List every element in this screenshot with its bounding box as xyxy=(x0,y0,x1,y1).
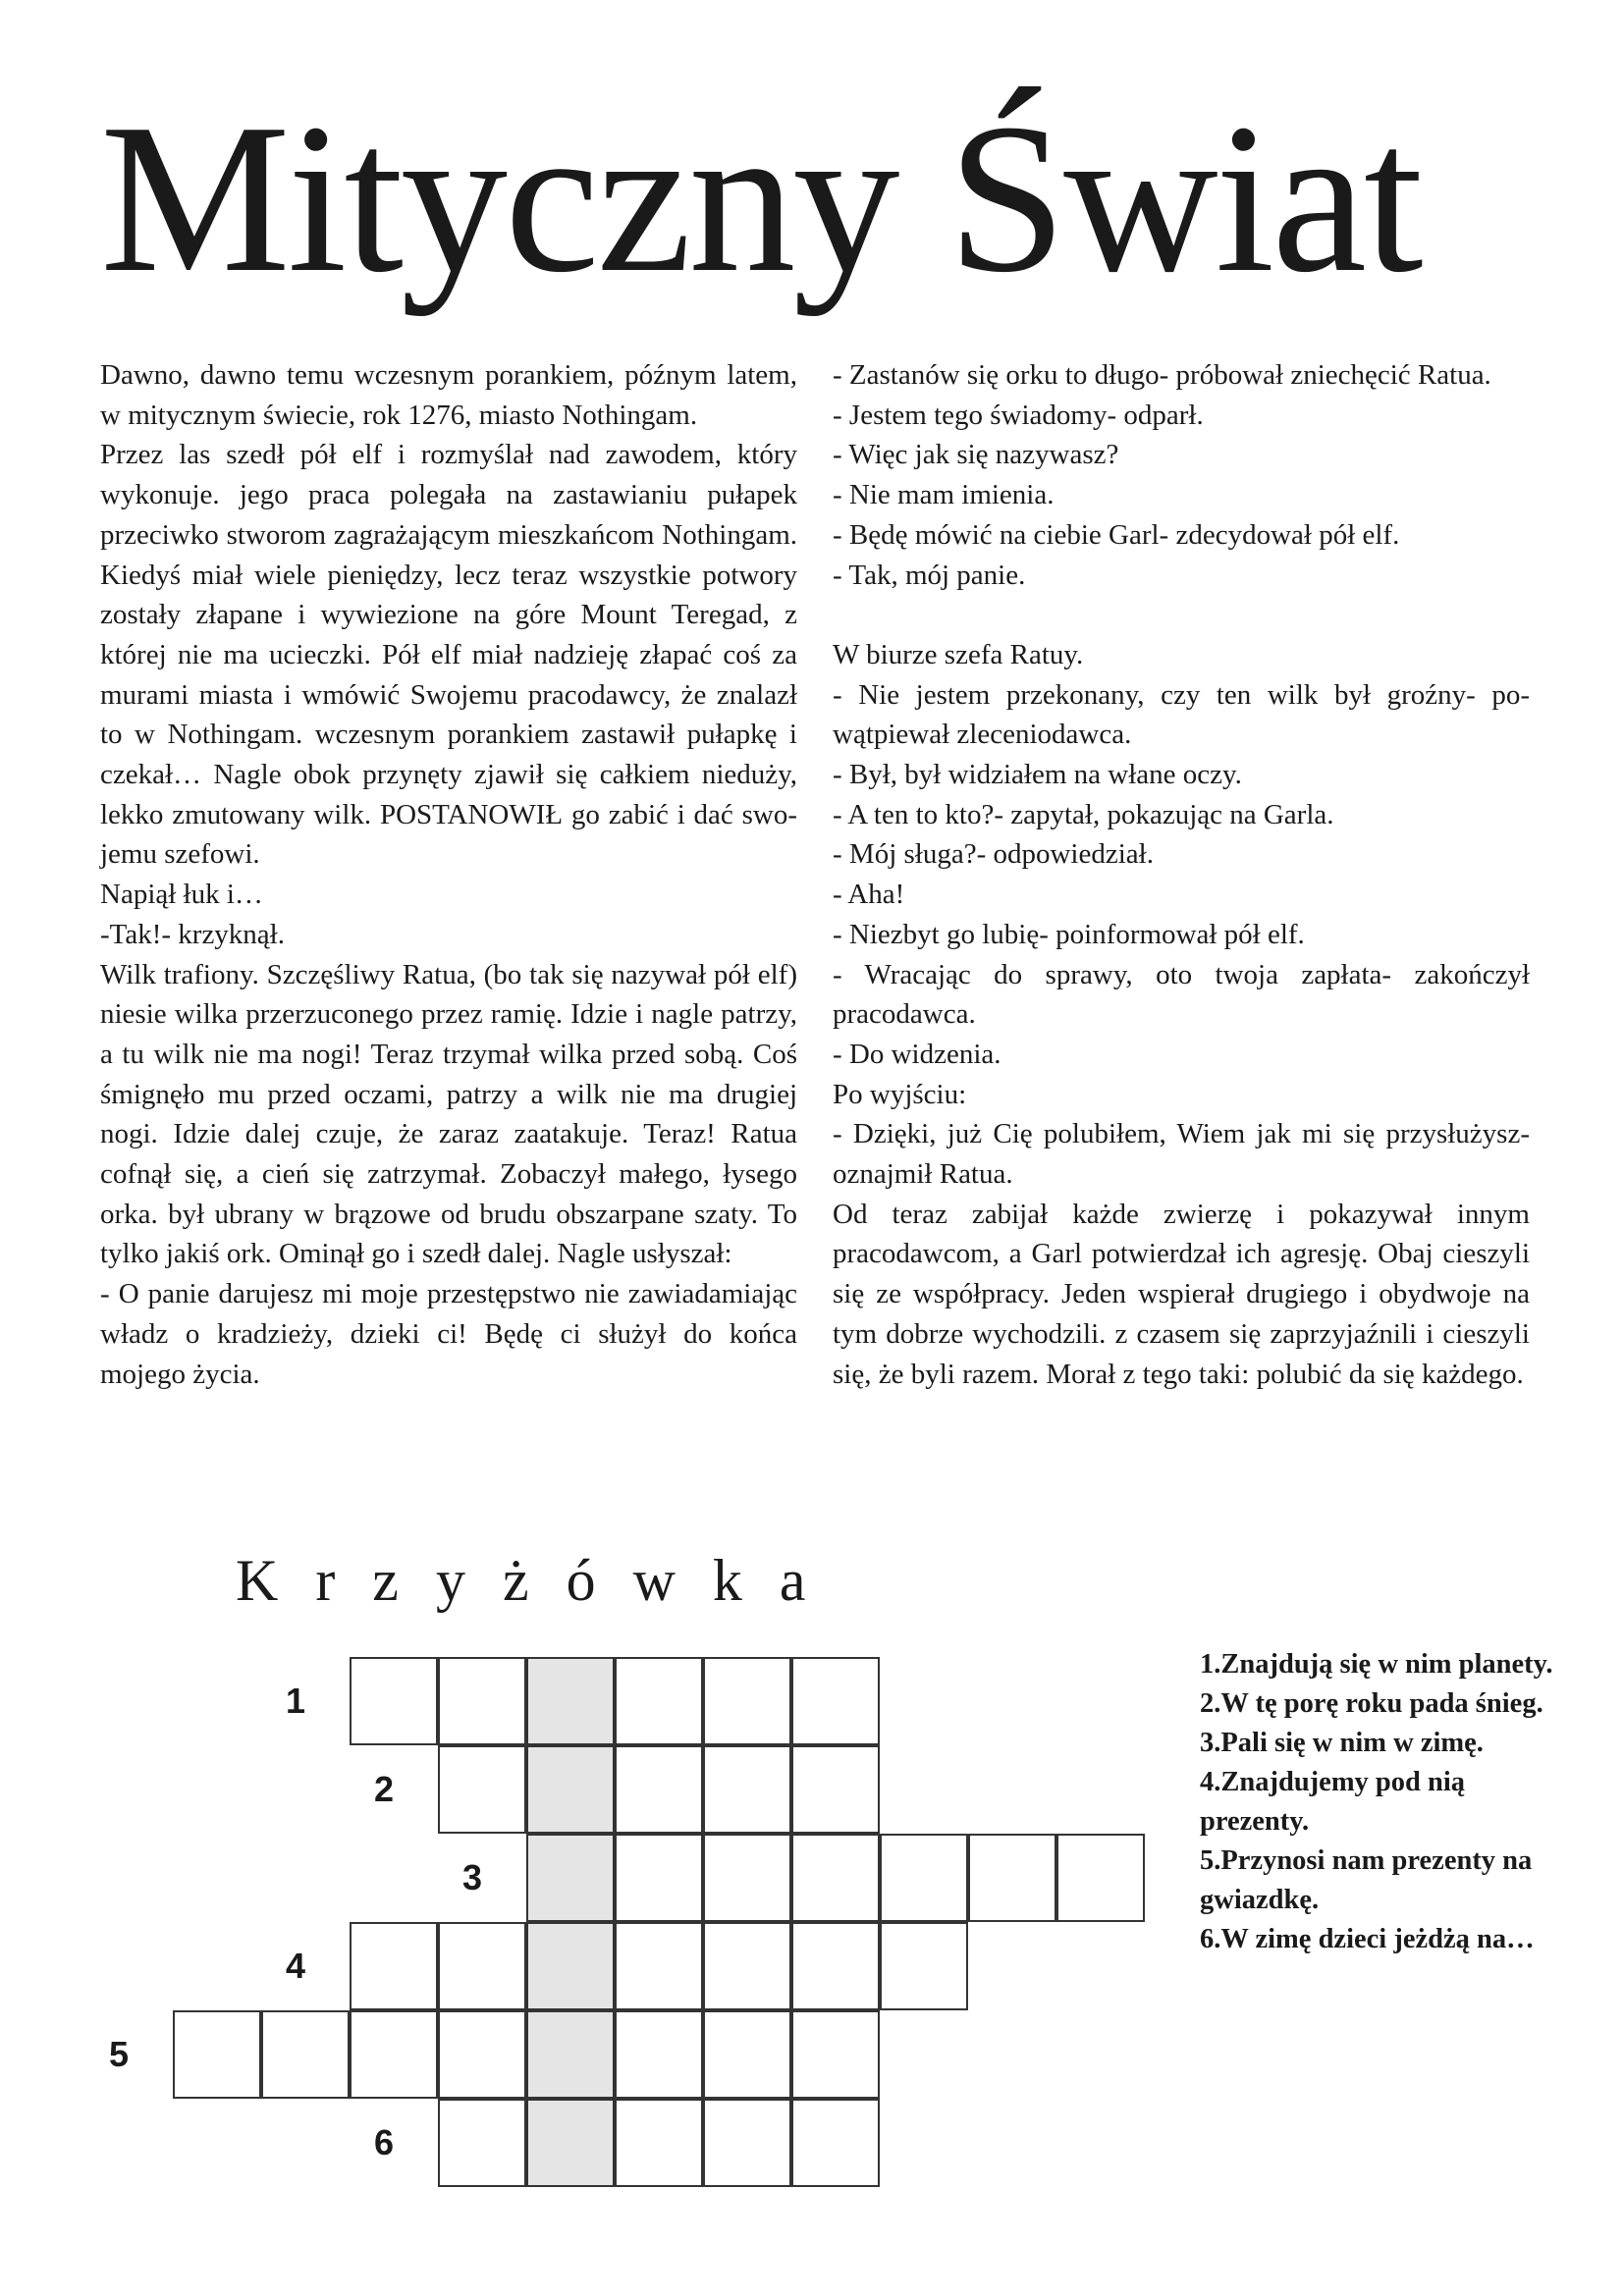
crossword-cell[interactable] xyxy=(615,1657,703,1745)
story-paragraph: -Tak!- krzyknął. xyxy=(100,918,285,950)
crossword-cell[interactable] xyxy=(615,2099,703,2187)
crossword-cell[interactable] xyxy=(703,1745,791,1834)
crossword-clue: 3.Pali się w nim w zimę. xyxy=(1200,1728,1484,1758)
story-paragraph: - Więc jak się nazywasz? xyxy=(833,439,1119,471)
crossword-clue: 2.W tę porę roku pada śnieg. xyxy=(1200,1688,1543,1719)
story-paragraph: - Będę mówić na ciebie Garl- zdecydował pół elf. xyxy=(833,518,1400,551)
story-paragraph: - Nie mam imienia. xyxy=(833,479,1055,511)
crossword-cell[interactable] xyxy=(615,2010,703,2099)
crossword-clue: 5.Przynosi nam prezenty na gwiazdkę. xyxy=(1200,1845,1533,1915)
crossword-cell[interactable] xyxy=(703,1834,791,1922)
crossword-cell[interactable] xyxy=(438,2010,526,2099)
story-paragraph: - Niezbyt go lubię- poinformował pół elf. xyxy=(833,918,1305,950)
crossword-cell[interactable] xyxy=(703,2099,791,2187)
crossword-key-cell[interactable] xyxy=(526,1834,615,1922)
crossword-cell[interactable] xyxy=(438,1922,526,2010)
crossword-row-number: 2 xyxy=(373,1769,395,1809)
crossword-cell[interactable] xyxy=(350,1922,438,2010)
crossword-cell[interactable] xyxy=(438,1657,526,1745)
crossword-cell[interactable] xyxy=(880,1922,968,2010)
story-paragraph: Dawno, dawno temu wczesnym porankiem, późnym latem, w mitycznym świecie, rok 1276, miasto Nothingam. xyxy=(100,359,797,431)
story-paragraph: Wilk trafiony. Szczęśliwy Ratua, (bo tak się nazywał pół elf) niesie wilka przerzuconego przez ramię. Idzie i nagle patrzy, a tu wilk nie ma nogi! Teraz trzymał wilka przed sobą. Coś śmignęło mu przed oczami, patrzy a wilk nie ma drugiej nogi. Idzie dalej czuje, że zaraz zaatakuje. Teraz! Ratua cofnął się, a cień się zatrzymał. Zobaczył małego, łysego orka. był ubrany w brązowe od brudu obszarpane szaty. To tylko jakiś ork. Ominął go i szedł dalej. Nagle usłyszał: xyxy=(100,958,797,1270)
crossword-cell[interactable] xyxy=(791,1834,880,1922)
crossword-cell[interactable] xyxy=(615,1922,703,2010)
crossword-row-number: 5 xyxy=(108,2034,130,2074)
crossword-cell[interactable] xyxy=(173,2010,261,2099)
crossword-cell[interactable] xyxy=(615,1834,703,1922)
story-paragraph: Napiął łuk i… xyxy=(100,879,263,911)
crossword-cell[interactable] xyxy=(350,2010,438,2099)
crossword-clues xyxy=(1200,1645,1553,1959)
crossword-cell[interactable] xyxy=(968,1834,1056,1922)
crossword-key-cell[interactable] xyxy=(526,1922,615,2010)
story-paragraph: - O panie darujesz mi moje przestępstwo nie zawiadamiając władz o kradzieży, dzieki ci! Będę ci służył do końca mojego życia. xyxy=(100,1278,797,1390)
story-paragraph: - Nie jestem przekonany, czy ten wilk był groźny- powątpiewał zleceniodawca. xyxy=(833,678,1530,751)
crossword-cell[interactable] xyxy=(791,2099,880,2187)
crossword-cell[interactable] xyxy=(438,1745,526,1834)
crossword-clue: 4.Znajdujemy pod nią prezenty. xyxy=(1200,1767,1466,1837)
page-title: Mityczny Świat xyxy=(100,80,1421,317)
story-paragraph: - Jestem tego świadomy- odparł. xyxy=(833,399,1204,431)
crossword-cell[interactable] xyxy=(703,2010,791,2099)
story-paragraph: W biurze szefa Ratuy. xyxy=(833,638,1084,670)
story-paragraph: Od teraz zabijał każde zwierzę i pokazywał innym pracodawcom, a Garl potwierdzał ich agresję. Obaj cieszyli się ze współpracy. Jeden wspierał drugiego i obydwoje na tym dobrze wychodzili. z czasem się zaprzyjaźnili i cieszyli się, że byli razem. Morał z tego taki: polubić da się każdego. xyxy=(833,1198,1530,1390)
crossword-cell[interactable] xyxy=(791,1745,880,1834)
story-paragraph: - Do widzenia. xyxy=(833,1038,1001,1070)
crossword-cell[interactable] xyxy=(350,1657,438,1745)
crossword-cell[interactable] xyxy=(880,1834,968,1922)
story-paragraph: - Był, był widziałem na włane oczy. xyxy=(833,759,1242,791)
crossword-key-cell[interactable] xyxy=(526,2099,615,2187)
story-paragraph: - Aha! xyxy=(833,879,905,911)
crossword-cell[interactable] xyxy=(791,1657,880,1745)
crossword-key-cell[interactable] xyxy=(526,1657,615,1745)
crossword-row-number: 1 xyxy=(285,1681,306,1721)
crossword-cell[interactable] xyxy=(791,2010,880,2099)
story-paragraph: - A ten to kto?- zapytał, pokazując na Garla. xyxy=(833,798,1334,830)
crossword-cell[interactable] xyxy=(438,2099,526,2187)
crossword-row-number: 4 xyxy=(285,1946,306,1986)
crossword-cell[interactable] xyxy=(703,1657,791,1745)
crossword-row-number: 6 xyxy=(373,2122,395,2163)
story-paragraph: - Zastanów się orku to długo- próbował zniechęcić Ratua. xyxy=(833,359,1491,391)
story-paragraph: - Mój sługa?- odpowiedział. xyxy=(833,838,1154,871)
crossword-cell[interactable] xyxy=(261,2010,350,2099)
crossword-key-cell[interactable] xyxy=(526,1745,615,1834)
crossword-cell[interactable] xyxy=(791,1922,880,2010)
crossword-cell[interactable] xyxy=(615,1745,703,1834)
story-paragraph: - Wracając do sprawy, oto twoja zapłata- zakończył pracodawca. xyxy=(833,958,1530,1031)
crossword-row-number: 3 xyxy=(461,1857,483,1897)
crossword-title: Krzyżówka xyxy=(236,1548,843,1613)
crossword-clue: 6.W zimę dzieci jeżdżą na… xyxy=(1200,1924,1535,1954)
story-paragraph: Po wyjściu: xyxy=(833,1078,967,1110)
story-paragraph: Przez las szedł pół elf i rozmyślał nad zawodem, który wykonuje. jego praca polegała na zastawianiu pułapek przeciwko stworom zagrażającym mieszkańcom Nothingam. Kiedyś miał wiele pieniędzy, lecz teraz wszystkie potwory zostały złapane i wywiezione na góre Mount Teregad, z której nie ma ucieczki. Pół elf miał nadzieję złapać coś za murami miasta i wmówić Swojemu pracodawcy, że znalazł to w Nothingam. wczesnym porankiem zastawił pułapkę i czekał… Nagle obok przynęty zjawił się całkiem nieduży, lekko zmutowany wilk. POSTANOWIŁ go zabić i dać swojemu szefowi. xyxy=(100,439,797,871)
crossword-key-cell[interactable] xyxy=(526,2010,615,2099)
crossword-clue: 1.Znajdują się w nim planety. xyxy=(1200,1649,1553,1680)
story-paragraph: - Dzięki, już Cię polubiłem, Wiem jak mi się przysłużysz- oznajmił Ratua. xyxy=(833,1118,1530,1191)
crossword-cell[interactable] xyxy=(1056,1834,1145,1922)
crossword-cell[interactable] xyxy=(703,1922,791,2010)
story-paragraph: - Tak, mój panie. xyxy=(833,559,1026,591)
